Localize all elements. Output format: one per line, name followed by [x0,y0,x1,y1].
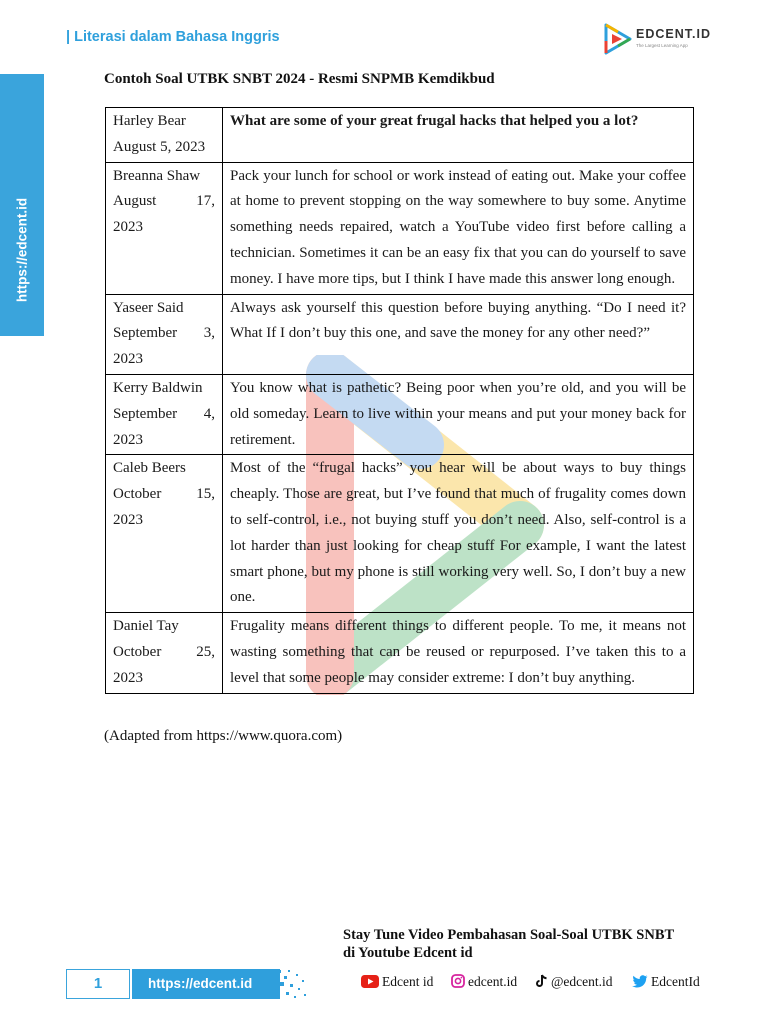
side-band-url[interactable]: https://edcent.id [14,197,30,303]
post-date: August 17, [113,193,215,210]
author-cell [106,294,223,374]
answer-text: Frugality means different things to different people. To me, it means not wasting something that can be reused or repurposed. I’ve taken this to a level that some people may consider extreme: I don’t buy anything. [223,613,694,693]
table-row [106,108,694,163]
edcent-logo [603,22,713,56]
post-date: October 25, [113,643,215,660]
post-date: 2023 [113,431,143,448]
author-name: Kerry Baldwin [113,379,203,396]
document-title: Contoh Soal UTBK SNBT 2024 - Resmi SNPMB Kemdikbud [104,71,495,87]
author-name: Caleb Beers [113,460,186,477]
social-tiktok[interactable] [535,974,613,990]
social-instagram[interactable] [451,974,517,990]
social-instagram-label: edcent.id [468,974,518,989]
author-cell [106,455,223,613]
edcent-logo-icon [603,23,633,55]
social-tiktok-label: @edcent.id [551,974,613,989]
author-name: Yaseer Said [113,299,184,316]
table-row [106,613,694,693]
social-twitter[interactable] [632,974,700,990]
twitter-icon [632,975,648,988]
post-date: 2023 [113,351,143,368]
footer-dots-icon [276,966,316,1002]
answer-text: You know what is pathetic? Being poor when you’re old, and you will be old someday. Learn to live within your means and put your money back for retirement. [223,374,694,454]
post-date: 2023 [113,511,143,528]
author-name: Harley Bear [113,113,186,129]
table-row [106,162,694,294]
section-title: | Literasi dalam Bahasa Inggris [66,29,280,45]
discussion-table [105,107,694,694]
answer-text: Always ask yourself this question before buying anything. “Do I need it? What If I don’t buy this one, and save the money for any other need?” [223,294,694,374]
question-text: What are some of your great frugal hacks that helped you a lot? [223,108,694,163]
footer-url-link[interactable]: https://edcent.id [132,969,280,999]
logo-wordmark: EDCENT.ID [636,27,711,41]
table-row [106,455,694,613]
author-name: Breanna Shaw [113,167,201,184]
tiktok-icon [535,974,548,988]
answer-text: Most of the “frugal hacks” you hear will be about ways to buy things cheaply. Those are great, but I’ve found that much of frugality comes down to self-control, i.e., not buying stuff you don’t need. Also, self-control is a lot harder than just looking for cheap stuff For example, I want the latest smart phone, but my phone is still working very well. So, I don’t buy a new one. [223,455,694,613]
post-date: September 4, [113,405,215,422]
author-cell [106,108,223,163]
post-date: 2023 [113,669,143,686]
youtube-icon [361,975,379,988]
author-name: Daniel Tay [113,618,179,635]
page-number: 1 [66,969,130,999]
author-cell [106,162,223,294]
logo-tagline: The Largest Learning App [636,43,688,48]
post-date: October 15, [113,486,215,503]
social-twitter-label: EdcentId [651,974,700,989]
source-note: (Adapted from https://www.quora.com) [104,728,343,744]
table-row [106,294,694,374]
promo-line-2: di Youtube Edcent id [343,945,473,961]
answer-text: Pack your lunch for school or work instead of eating out. Make your coffee at home to prevent stopping on the way somewhere to buy some. Anytime something needs repaired, watch a YouTube video first before calling a technician. Sometimes it can be an easy fix that you can do yourself to save money. I have more tips, but I think I have made this answer long enough. [223,162,694,294]
post-date: September 3, [113,325,215,342]
promo-text [343,926,674,962]
table-row [106,374,694,454]
social-youtube[interactable] [361,974,433,990]
social-youtube-label: Edcent id [382,974,434,989]
post-date: 2023 [113,219,143,236]
author-cell [106,374,223,454]
author-cell [106,613,223,693]
post-date: August 5, 2023 [113,138,206,155]
instagram-icon [451,974,465,988]
promo-line-1: Stay Tune Video Pembahasan Soal-Soal UTBK SNBT [343,927,675,943]
